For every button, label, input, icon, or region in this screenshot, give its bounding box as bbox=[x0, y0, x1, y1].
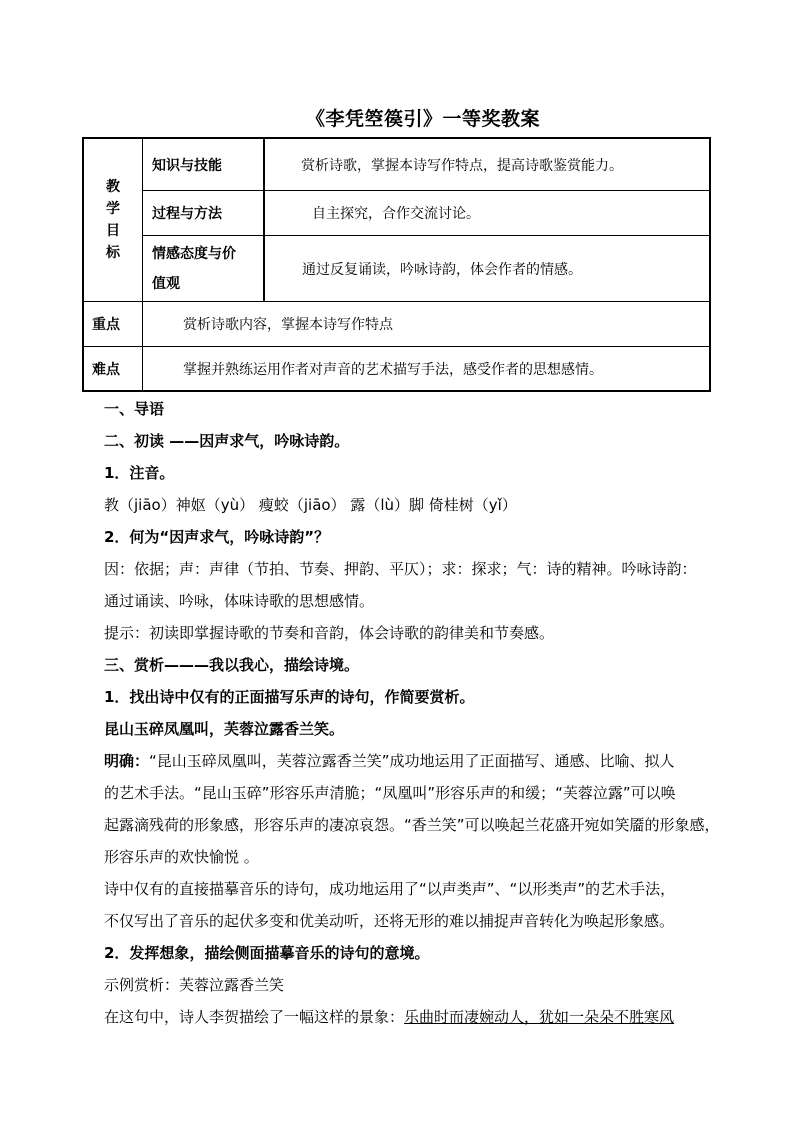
paragraph: 的艺术手法。“昆山玉碎”形容乐声清脆；“凤凰叫”形容乐声的和缓；“芙蓉泣露”可以唤 bbox=[104, 784, 676, 802]
difficulty-label: 难点 bbox=[92, 361, 120, 378]
table-rule bbox=[142, 137, 143, 392]
table-rule bbox=[263, 137, 265, 301]
paragraph: 示例赏析：芙蓉泣露香兰笑 bbox=[104, 976, 285, 994]
paragraph: 通过诵读、吟咏，体味诗歌的思想感情。 bbox=[104, 592, 375, 610]
row-label-emotion-line: 情感态度与价 bbox=[152, 245, 236, 262]
objectives-char: 教 bbox=[106, 179, 120, 195]
section-heading: 三、赏析———我以我心，描绘诗境。 bbox=[104, 656, 360, 674]
paragraph bbox=[104, 750, 675, 771]
paragraph: 起露滴残荷的形象感，形容乐声的凄凉哀怨。“香兰笑”可以唤起兰花盛开宛如笑靥的形象感， bbox=[104, 816, 720, 834]
paragraph bbox=[104, 1006, 674, 1027]
paragraph-text: 在这句中，诗人李贺描绘了一幅这样的景象： bbox=[104, 1008, 405, 1026]
subheading: 2．何为“因声求气，吟咏诗韵”？ bbox=[104, 528, 330, 546]
poem-line: 昆山玉碎凤凰叫，芙蓉泣露香兰笑。 bbox=[104, 720, 345, 738]
row-label-emotion bbox=[152, 236, 262, 301]
section-heading: 一、导语 bbox=[104, 400, 165, 418]
underlined-answer: 乐曲时而凄婉动人，犹如一朵朵不胜寒风 bbox=[404, 1008, 675, 1026]
row-content-emotion: 通过反复诵读，吟咏诗韵，体会作者的情感。 bbox=[302, 261, 582, 278]
paragraph: 不仅写出了音乐的起伏多变和优美动听，还将无形的难以捕捉声音转化为唤起形象感。 bbox=[104, 912, 675, 930]
row-label-process: 过程与方法 bbox=[152, 206, 222, 222]
paragraph-text: “昆山玉碎凤凰叫，芙蓉泣露香兰笑”成功地运用了正面描写、通感、比喻、拟人 bbox=[149, 752, 675, 770]
page-title: 《李凭箜篌引》一等奖教案 bbox=[305, 108, 540, 130]
paragraph: 形容乐声的欢快愉悦 。 bbox=[104, 848, 259, 866]
key-label: 重点 bbox=[92, 317, 120, 333]
pinyin-line: 教（jiāo）神妪（yù） 瘦蛟（jiāo） 露（lù）脚 倚桂树（yǐ） bbox=[104, 496, 517, 514]
row-content-process: 自主探究，合作交流讨论。 bbox=[312, 206, 480, 222]
section-heading: 二、初读 ——因声求气，吟咏诗韵。 bbox=[104, 432, 350, 450]
table-border-right bbox=[709, 137, 711, 392]
objectives-char: 学 bbox=[106, 201, 120, 217]
paragraph: 诗中仅有的直接描摹音乐的诗句，成功地运用了“以声类声”、“以形类声”的艺术手法， bbox=[104, 880, 676, 898]
row-label-knowledge: 知识与技能 bbox=[152, 157, 222, 174]
paragraph: 提示：初读即掌握诗歌的节奏和音韵，体会诗歌的韵律美和节奏感。 bbox=[104, 624, 555, 642]
subheading: 2．发挥想象，描绘侧面描摹音乐的诗句的意境。 bbox=[104, 944, 430, 962]
subheading: 1．找出诗中仅有的正面描写乐声的诗句，作简要赏析。 bbox=[104, 688, 475, 706]
subheading: 1．注音。 bbox=[104, 464, 175, 482]
clarify-label: 明确： bbox=[104, 752, 150, 770]
objectives-label bbox=[84, 139, 142, 301]
difficulty-content: 掌握并熟练运用作者对声音的艺术描写手法，感受作者的思想感情。 bbox=[183, 361, 603, 378]
row-label-emotion-line: 值观 bbox=[152, 275, 180, 292]
paragraph: 因：依据；声：声律（节拍、节奏、押韵、平仄）；求：探求；气：诗的精神。吟咏诗韵： bbox=[104, 560, 697, 578]
objectives-table bbox=[82, 137, 711, 392]
key-content: 赏析诗歌内容，掌握本诗写作特点 bbox=[183, 317, 393, 333]
row-content-knowledge: 赏析诗歌，掌握本诗写作特点，提高诗歌鉴赏能力。 bbox=[301, 157, 623, 174]
objectives-char: 目 bbox=[106, 223, 120, 239]
objectives-char: 标 bbox=[106, 245, 120, 261]
table-border-bottom bbox=[82, 390, 711, 392]
